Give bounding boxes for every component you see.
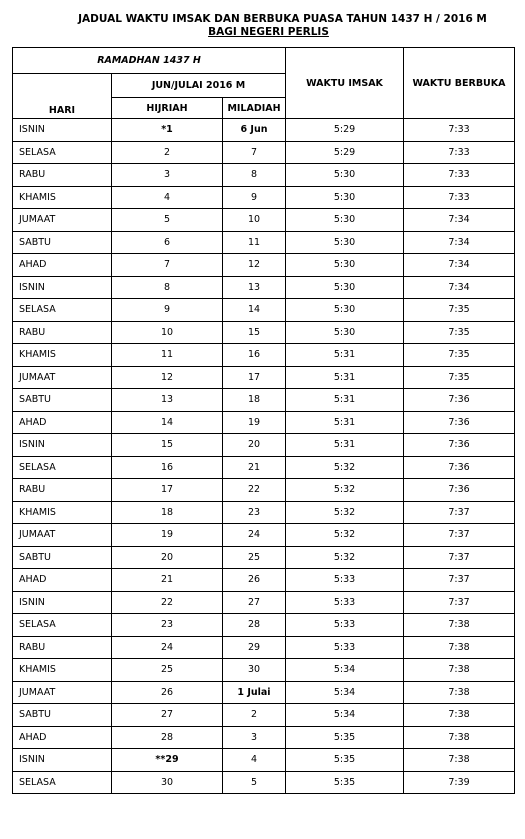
miladiah-cell: 11	[223, 231, 286, 254]
berbuka-cell: 7:35	[404, 344, 515, 367]
table-row	[13, 254, 515, 277]
berbuka-cell: 7:37	[404, 569, 515, 592]
hijriah-cell: 12	[112, 366, 223, 389]
day-cell: AHAD	[13, 726, 112, 749]
hijriah-cell: 25	[112, 659, 223, 682]
day-cell: ISNIN	[13, 434, 112, 457]
day-cell: SABTU	[13, 546, 112, 569]
imsak-cell: 5:30	[286, 321, 404, 344]
day-cell: SELASA	[13, 771, 112, 794]
berbuka-cell: 7:37	[404, 591, 515, 614]
miladiah-cell: 30	[223, 659, 286, 682]
berbuka-cell: 7:37	[404, 501, 515, 524]
ramadhan-header: RAMADHAN 1437 H	[13, 48, 286, 74]
hijriah-cell: 8	[112, 276, 223, 299]
table-row	[13, 299, 515, 322]
day-cell: SELASA	[13, 141, 112, 164]
day-cell: ISNIN	[13, 276, 112, 299]
table-row	[13, 771, 515, 794]
imsak-cell: 5:33	[286, 591, 404, 614]
table-row	[13, 321, 515, 344]
day-cell: RABU	[13, 479, 112, 502]
hijriah-cell: 6	[112, 231, 223, 254]
hari-header-cell	[13, 74, 112, 119]
day-cell: RABU	[13, 164, 112, 187]
hijriah-cell: *1	[112, 119, 223, 142]
table-row	[13, 569, 515, 592]
hijriah-cell: 23	[112, 614, 223, 637]
table-row	[13, 546, 515, 569]
berbuka-cell: 7:36	[404, 411, 515, 434]
day-cell: ISNIN	[13, 749, 112, 772]
hijriah-cell: 4	[112, 186, 223, 209]
berbuka-cell: 7:34	[404, 231, 515, 254]
miladiah-cell: 28	[223, 614, 286, 637]
miladiah-header: MILADIAH	[223, 98, 286, 119]
imsak-cell: 5:29	[286, 119, 404, 142]
day-cell: SELASA	[13, 614, 112, 637]
imsak-cell: 5:30	[286, 164, 404, 187]
miladiah-cell: 15	[223, 321, 286, 344]
table-row	[13, 524, 515, 547]
miladiah-cell: 12	[223, 254, 286, 277]
imsak-cell: 5:35	[286, 726, 404, 749]
miladiah-cell: 19	[223, 411, 286, 434]
hijriah-cell: **29	[112, 749, 223, 772]
table-row	[13, 434, 515, 457]
berbuka-cell: 7:36	[404, 389, 515, 412]
hijriah-cell: 10	[112, 321, 223, 344]
hijriah-cell: 20	[112, 546, 223, 569]
hijriah-cell: 9	[112, 299, 223, 322]
imsak-cell: 5:29	[286, 141, 404, 164]
miladiah-cell: 14	[223, 299, 286, 322]
miladiah-cell: 27	[223, 591, 286, 614]
imsak-cell: 5:34	[286, 659, 404, 682]
miladiah-cell: 4	[223, 749, 286, 772]
table-row	[13, 726, 515, 749]
day-cell: JUMAAT	[13, 366, 112, 389]
berbuka-cell: 7:36	[404, 456, 515, 479]
berbuka-cell: 7:36	[404, 434, 515, 457]
imsak-cell: 5:34	[286, 681, 404, 704]
berbuka-cell: 7:34	[404, 209, 515, 232]
day-cell: ISNIN	[13, 591, 112, 614]
miladiah-cell: 20	[223, 434, 286, 457]
table-row	[13, 276, 515, 299]
berbuka-cell: 7:38	[404, 614, 515, 637]
imsak-cell: 5:32	[286, 456, 404, 479]
table-row	[13, 344, 515, 367]
imsak-cell: 5:33	[286, 636, 404, 659]
imsak-cell: 5:31	[286, 389, 404, 412]
imsak-cell: 5:31	[286, 411, 404, 434]
berbuka-cell: 7:34	[404, 276, 515, 299]
berbuka-cell: 7:37	[404, 524, 515, 547]
hijriah-cell: 26	[112, 681, 223, 704]
berbuka-cell: 7:38	[404, 749, 515, 772]
day-cell: RABU	[13, 321, 112, 344]
table-row	[13, 119, 515, 142]
miladiah-cell: 24	[223, 524, 286, 547]
day-cell: SABTU	[13, 704, 112, 727]
table-row	[13, 749, 515, 772]
hijriah-cell: 18	[112, 501, 223, 524]
schedule-body	[13, 119, 515, 794]
imsak-cell: 5:33	[286, 614, 404, 637]
day-cell: RABU	[13, 636, 112, 659]
table-row	[13, 614, 515, 637]
day-cell: AHAD	[13, 254, 112, 277]
table-row	[13, 231, 515, 254]
imsak-cell: 5:32	[286, 501, 404, 524]
day-cell: AHAD	[13, 411, 112, 434]
table-row	[13, 209, 515, 232]
day-cell: SELASA	[13, 456, 112, 479]
miladiah-cell: 7	[223, 141, 286, 164]
miladiah-cell: 22	[223, 479, 286, 502]
table-row	[13, 164, 515, 187]
hijriah-cell: 15	[112, 434, 223, 457]
hijriah-cell: 2	[112, 141, 223, 164]
miladiah-cell: 2	[223, 704, 286, 727]
hijriah-cell: 22	[112, 591, 223, 614]
berbuka-cell: 7:39	[404, 771, 515, 794]
imsak-cell: 5:31	[286, 434, 404, 457]
miladiah-cell: 26	[223, 569, 286, 592]
berbuka-cell: 7:36	[404, 479, 515, 502]
berbuka-cell: 7:38	[404, 726, 515, 749]
schedule-table	[12, 47, 515, 794]
day-cell: AHAD	[13, 569, 112, 592]
table-row	[13, 366, 515, 389]
miladiah-cell: 18	[223, 389, 286, 412]
hijriah-cell: 14	[112, 411, 223, 434]
imsak-cell: 5:30	[286, 276, 404, 299]
hijriah-header: HIJRIAH	[112, 98, 223, 119]
hijriah-cell: 24	[112, 636, 223, 659]
imsak-cell: 5:34	[286, 704, 404, 727]
imsak-cell: 5:30	[286, 299, 404, 322]
imsak-cell: 5:31	[286, 366, 404, 389]
berbuka-cell: 7:38	[404, 704, 515, 727]
day-cell: KHAMIS	[13, 659, 112, 682]
miladiah-cell: 10	[223, 209, 286, 232]
miladiah-cell: 16	[223, 344, 286, 367]
table-row	[13, 456, 515, 479]
berbuka-cell: 7:33	[404, 164, 515, 187]
berbuka-header: WAKTU BERBUKA	[404, 48, 515, 119]
day-cell: SELASA	[13, 299, 112, 322]
hijriah-cell: 17	[112, 479, 223, 502]
berbuka-cell: 7:35	[404, 321, 515, 344]
table-row	[13, 636, 515, 659]
imsak-cell: 5:32	[286, 546, 404, 569]
hijriah-cell: 7	[112, 254, 223, 277]
imsak-cell: 5:30	[286, 254, 404, 277]
day-cell: SABTU	[13, 389, 112, 412]
hijriah-cell: 11	[112, 344, 223, 367]
imsak-cell: 5:35	[286, 771, 404, 794]
berbuka-cell: 7:33	[404, 141, 515, 164]
day-cell: JUMAAT	[13, 524, 112, 547]
berbuka-cell: 7:33	[404, 119, 515, 142]
table-row	[13, 186, 515, 209]
document-subtitle: BAGI NEGERI PERLIS	[208, 26, 329, 38]
hijriah-cell: 5	[112, 209, 223, 232]
day-cell: SABTU	[13, 231, 112, 254]
imsak-cell: 5:31	[286, 344, 404, 367]
imsak-cell: 5:30	[286, 231, 404, 254]
imsak-cell: 5:35	[286, 749, 404, 772]
berbuka-cell: 7:38	[404, 636, 515, 659]
hijriah-cell: 28	[112, 726, 223, 749]
hijriah-cell: 19	[112, 524, 223, 547]
imsak-header: WAKTU IMSAK	[286, 48, 404, 119]
berbuka-cell: 7:37	[404, 546, 515, 569]
berbuka-cell: 7:35	[404, 299, 515, 322]
berbuka-cell: 7:35	[404, 366, 515, 389]
day-cell: KHAMIS	[13, 186, 112, 209]
miladiah-cell: 23	[223, 501, 286, 524]
hijriah-cell: 21	[112, 569, 223, 592]
day-cell: JUMAAT	[13, 681, 112, 704]
table-row	[13, 681, 515, 704]
miladiah-cell: 17	[223, 366, 286, 389]
miladiah-cell: 21	[223, 456, 286, 479]
berbuka-cell: 7:34	[404, 254, 515, 277]
table-row	[13, 591, 515, 614]
table-row	[13, 411, 515, 434]
document-title: JADUAL WAKTU IMSAK DAN BERBUKA PUASA TAHUN 1437 H / 2016 M	[78, 13, 487, 25]
hijriah-cell: 30	[112, 771, 223, 794]
berbuka-cell: 7:33	[404, 186, 515, 209]
imsak-cell: 5:32	[286, 524, 404, 547]
table-row	[13, 141, 515, 164]
table-row	[13, 659, 515, 682]
miladiah-cell: 6 Jun	[223, 119, 286, 142]
berbuka-cell: 7:38	[404, 659, 515, 682]
day-cell: ISNIN	[13, 119, 112, 142]
hijriah-cell: 27	[112, 704, 223, 727]
miladiah-cell: 1 Julai	[223, 681, 286, 704]
hijriah-cell: 3	[112, 164, 223, 187]
table-row	[13, 501, 515, 524]
table-row	[13, 479, 515, 502]
day-cell: KHAMIS	[13, 344, 112, 367]
miladiah-cell: 8	[223, 164, 286, 187]
table-row	[13, 704, 515, 727]
table-row	[13, 389, 515, 412]
imsak-cell: 5:30	[286, 209, 404, 232]
miladiah-cell: 25	[223, 546, 286, 569]
miladiah-cell: 9	[223, 186, 286, 209]
miladiah-cell: 3	[223, 726, 286, 749]
berbuka-cell: 7:38	[404, 681, 515, 704]
imsak-cell: 5:32	[286, 479, 404, 502]
hari-header: HARI	[48, 105, 76, 116]
day-cell: JUMAAT	[13, 209, 112, 232]
day-cell: KHAMIS	[13, 501, 112, 524]
miladiah-cell: 13	[223, 276, 286, 299]
miladiah-cell: 29	[223, 636, 286, 659]
imsak-cell: 5:33	[286, 569, 404, 592]
hijriah-cell: 16	[112, 456, 223, 479]
month-header: JUN/JULAI 2016 M	[112, 74, 286, 98]
imsak-cell: 5:30	[286, 186, 404, 209]
miladiah-cell: 5	[223, 771, 286, 794]
hijriah-cell: 13	[112, 389, 223, 412]
